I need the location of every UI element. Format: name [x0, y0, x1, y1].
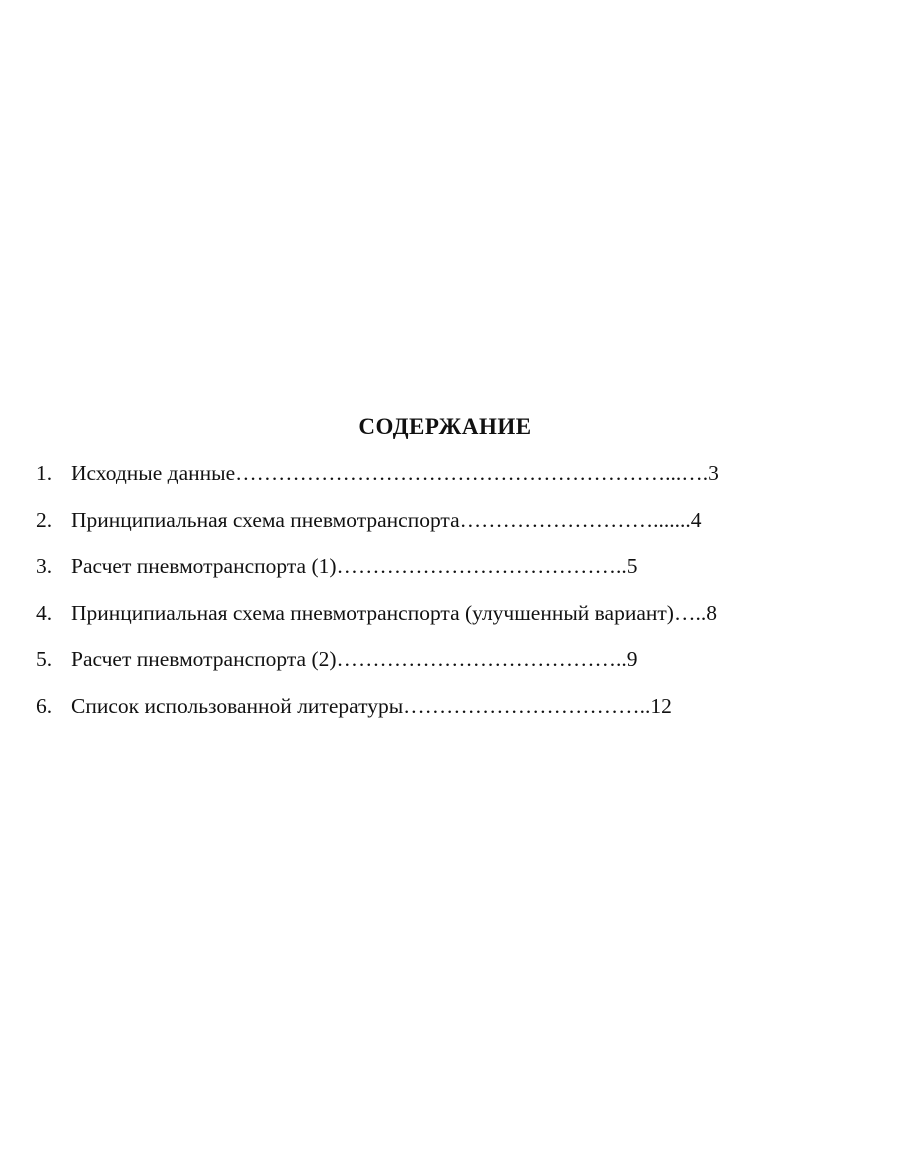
- toc-entry-leader: …………………………………..: [336, 647, 627, 671]
- toc-entry-5: [36, 643, 900, 690]
- toc-entry-6: [36, 690, 900, 737]
- toc-entry-leader: …………………………………..: [336, 554, 627, 578]
- toc-list: [36, 457, 900, 736]
- toc-entry-page: 4: [690, 507, 702, 532]
- toc-entry-number: 3.: [36, 554, 53, 578]
- toc-entry-leader: ……………………………………………………...….: [235, 461, 709, 485]
- toc-entry-label: Исходные данные: [71, 461, 236, 485]
- toc-title: СОДЕРЖАНИЕ: [358, 414, 532, 439]
- toc-entry-number: 6.: [36, 693, 53, 718]
- toc-entry-page: 8: [706, 600, 717, 625]
- toc-entry-number: 1.: [36, 461, 53, 485]
- toc-entry-page: 5: [626, 554, 638, 578]
- toc-entry-number: 5.: [36, 647, 53, 671]
- toc-entry-page: 12: [650, 693, 672, 718]
- toc-entry-leader: ……………………………..: [403, 693, 651, 718]
- toc-entry-label: Принципиальная схема пневмотранспорта (улучшенный вариант): [71, 600, 674, 625]
- toc-entry-2: [36, 504, 900, 551]
- toc-entry-number: 4.: [36, 600, 53, 625]
- toc-entry-3: [36, 550, 900, 597]
- toc-entry-label: Расчет пневмотранспорта (1): [71, 554, 337, 578]
- toc-entry-4: [36, 597, 900, 644]
- toc-entry-page: 9: [626, 647, 638, 671]
- toc-entry-label: Список использованной литературы: [71, 693, 404, 718]
- toc-entry-leader: ……………………….......: [459, 507, 691, 532]
- toc-entry-label: Принципиальная схема пневмотранспорта: [71, 507, 460, 532]
- toc-entry-page: 3: [708, 461, 719, 485]
- toc-entry-label: Расчет пневмотранспорта (2): [71, 647, 337, 671]
- toc-entry-leader: …..: [673, 600, 707, 625]
- toc-entry-1: [36, 457, 900, 504]
- toc-entry-number: 2.: [36, 507, 53, 532]
